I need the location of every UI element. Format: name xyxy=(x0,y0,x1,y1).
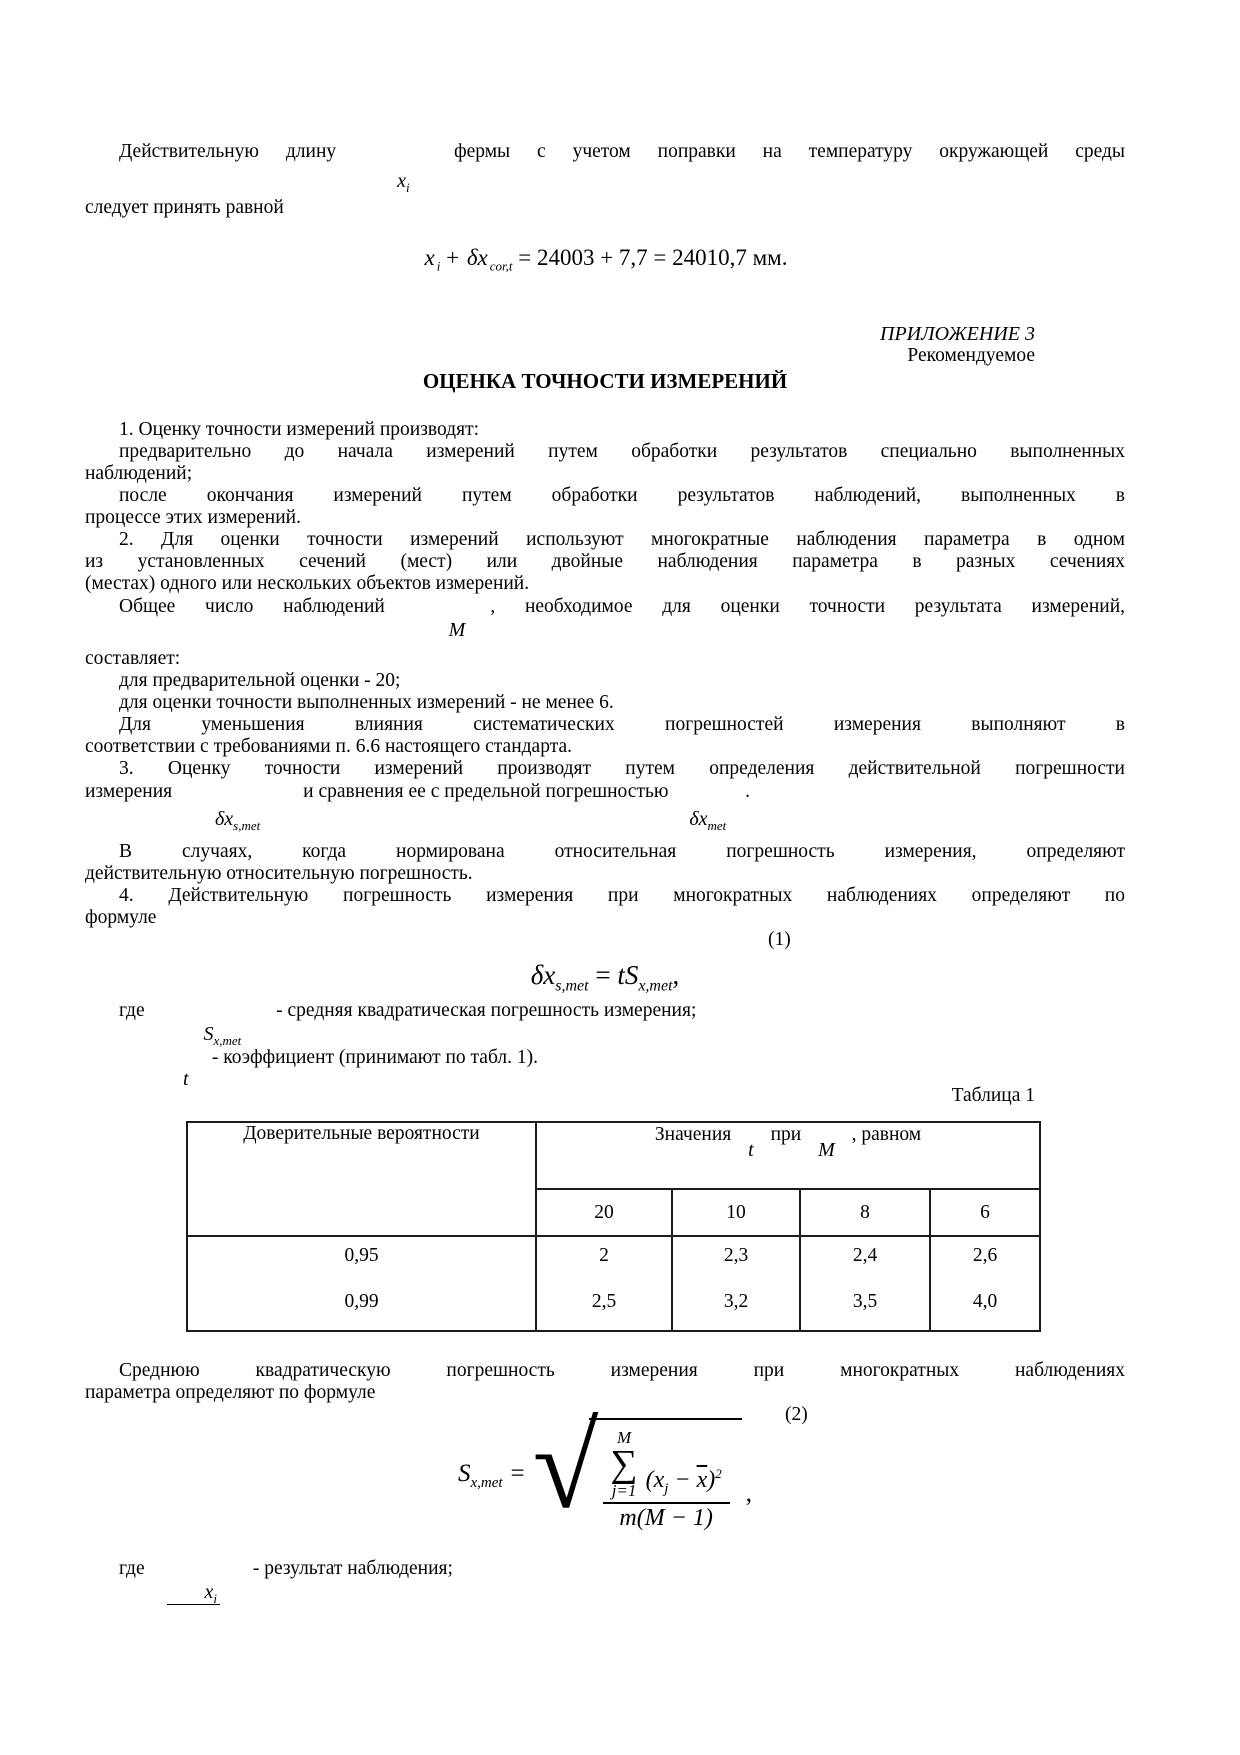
paragraph-11-line-2: формуле xyxy=(85,907,157,928)
paragraph-5-text-b: , необходимое для оценки точности результата измерений, xyxy=(490,596,1126,617)
appendix-label: ПРИЛОЖЕНИЕ 3 xyxy=(880,323,1035,345)
paragraph-4-line-3: (местах) одного или нескольких объектов измерений. xyxy=(85,573,530,594)
inline-var-dx-met: $\delta x_{met}$ xyxy=(689,808,727,833)
intro-line-1 xyxy=(85,140,1126,195)
inline-var-t: t xyxy=(183,1068,189,1090)
inline-var-xi-2: $x_i$ xyxy=(167,1581,220,1605)
paragraph-12-line-2: параметра определяют по формуле xyxy=(85,1382,376,1403)
formula-2: $S_{x,met}$ = √ M ∑ j=1 $(x_j - \overline{x})^2$ m(M − 1) , xyxy=(457,1399,753,1533)
paragraph-5-line-1 xyxy=(85,595,1126,641)
value-cell: 2,3 3,2 xyxy=(672,1236,800,1331)
probability-cell: 0,95 0,99 xyxy=(187,1236,536,1331)
inline-var-t-header: t xyxy=(748,1139,754,1161)
value-cell: 2,6 4,0 xyxy=(930,1236,1040,1331)
where-clause-t xyxy=(181,1046,1125,1090)
where-desc-1: - средняя квадратическая погрешность измерения; xyxy=(276,1000,697,1021)
paragraph-8-line-1: Для уменьшения влияния систематических погрешностей измерения выполняют в xyxy=(119,714,1125,735)
paragraph-4-line-1: 2. Для оценки точности измерений используют многократные наблюдения параметра в одном xyxy=(119,529,1125,550)
inline-var-xi: $x_i$ xyxy=(397,170,410,195)
paragraph-1: 1. Оценку точности измерений производят: xyxy=(119,419,480,440)
where-clause-smet xyxy=(85,999,1125,1048)
paragraph-3-line-1: после окончания измерений путем обработки результатов наблюдений, выполненных в xyxy=(119,485,1125,506)
paragraph-9-text-a: измерения xyxy=(85,781,173,802)
paragraph-12-line-1: Среднюю квадратическую погрешность измерения при многократных наблюдениях xyxy=(119,1360,1125,1381)
table-caption: Таблица 1 xyxy=(951,1085,1035,1106)
value-cell: 2,4 3,5 xyxy=(800,1236,930,1331)
t-coefficient-table xyxy=(186,1121,1041,1332)
formula-length-correction: x $_i$ + δx $_{cor,t}$ = 24003 + 7,7 = 24010,7 мм. xyxy=(424,245,788,274)
formula-2-radicand xyxy=(589,1418,742,1532)
sum-expression: $(x_j - \overline{x})^2$ xyxy=(645,1466,722,1497)
paragraph-9-period: . xyxy=(745,781,751,802)
paragraph-11-line-1: 4. Действительную погрешность измерения при многократных наблюдениях определяют по xyxy=(119,885,1125,906)
paragraph-10-line-2: действительную относительную погрешность. xyxy=(85,863,473,884)
paragraph-8-line-2: соответствии с требованиями п. 6.6 настоящего стандарта. xyxy=(85,736,572,757)
sum-symbol: M ∑ j=1 xyxy=(610,1427,638,1501)
subheader-cell-6: 6 xyxy=(930,1189,1040,1236)
paragraph-10-line-1: В случаях, когда нормирована относительная погрешность измерения, определяют xyxy=(119,841,1125,862)
paragraph-7: для оценки точности выполненных измерений - не менее 6. xyxy=(119,692,614,713)
value-cell: 2 2,5 xyxy=(536,1236,672,1331)
where-label-1: где xyxy=(119,1000,145,1021)
formula-1-number: (1) xyxy=(768,929,791,950)
intro-line-2: следует принять равной xyxy=(85,197,284,218)
where-clause-xi xyxy=(85,1557,1125,1606)
radical-sign: √ xyxy=(532,1399,599,1533)
table-col1-header: Доверительные вероятности xyxy=(187,1122,536,1236)
table-values-header: Значения t при M , равном xyxy=(536,1122,1040,1189)
inline-var-m-header: M xyxy=(818,1139,835,1161)
inline-var-m: M xyxy=(448,619,466,641)
paragraph-5-text-a: Общее число наблюдений xyxy=(119,596,385,617)
intro-text-a: Действительную длину xyxy=(119,141,337,162)
where-desc-t: - коэффициент (принимают по табл. 1). xyxy=(211,1047,538,1068)
formula-2-lhs: $S_{x,met}$ xyxy=(457,1459,503,1491)
paragraph-2-line-1: предварительно до начала измерений путем обработки результатов специально выполненных xyxy=(119,441,1125,462)
paragraph-2-line-2: наблюдений; xyxy=(85,463,193,484)
appendix-subtitle: Рекомендуемое xyxy=(907,345,1035,366)
where-desc-2: - результат наблюдения; xyxy=(252,1558,453,1579)
formula-2-number: (2) xyxy=(785,1404,808,1425)
paragraph-9-line-1: 3. Оценку точности измерений производят путем определения действительной погрешности xyxy=(119,758,1125,779)
paragraph-5-line-2: составляет: xyxy=(85,648,181,669)
subheader-cell-8: 8 xyxy=(800,1189,930,1236)
paragraph-3-line-2: процессе этих измерений. xyxy=(85,507,301,528)
where-label-2: где xyxy=(119,1558,145,1579)
paragraph-9-text-b: и сравнения ее с предельной погрешностью xyxy=(303,781,669,802)
paragraph-9-line-2 xyxy=(85,780,1125,833)
paragraph-6: для предварительной оценки - 20; xyxy=(119,670,401,691)
paragraph-4-line-2: из установленных сечений (мест) или двойные наблюдения параметра в разных сечениях xyxy=(85,551,1125,572)
subheader-cell-10: 10 xyxy=(672,1189,800,1236)
inline-var-smet: $S_{x,met}$ xyxy=(203,1023,242,1048)
intro-text-b: фермы с учетом поправки на температуру окружающей среды xyxy=(453,141,1126,162)
formula-2-denominator: m(M − 1) xyxy=(619,1505,713,1532)
inline-var-dx-smet: $\delta x_{s,met}$ xyxy=(214,808,261,833)
formula-1: $\delta x_{s,met} = tS_{x,met}$, xyxy=(530,960,680,995)
subheader-cell-20: 20 xyxy=(536,1189,672,1236)
document-title: ОЦЕНКА ТОЧНОСТИ ИЗМЕРЕНИЙ xyxy=(422,369,788,393)
